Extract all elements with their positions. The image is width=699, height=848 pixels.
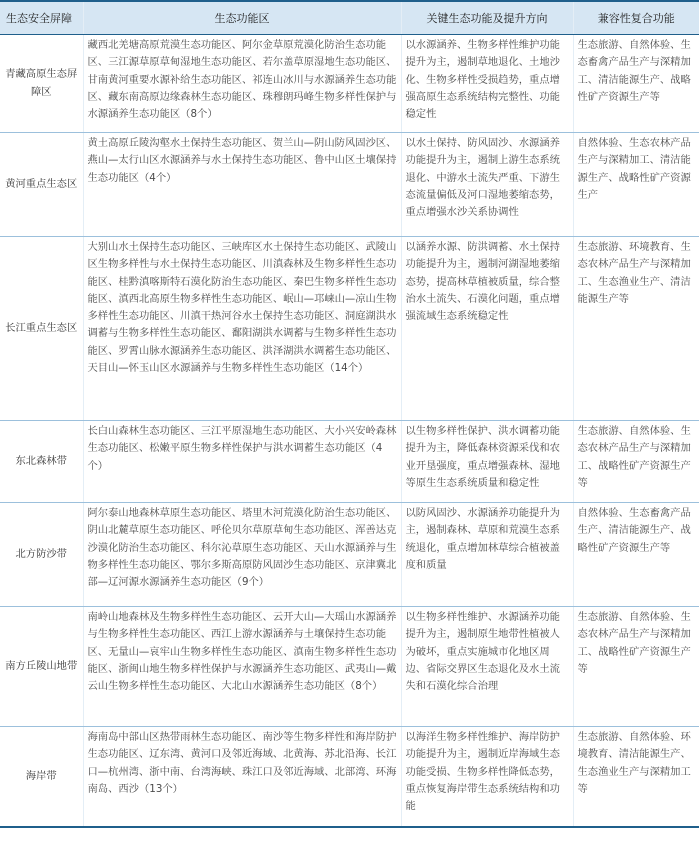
header-functions: 关键生态功能及提升方向: [401, 1, 573, 35]
functions-cell: 以生物多样性维护、水源涵养功能提升为主，遏制原生地带性植被人为破坏，重点实施城市化地区周边、省际交界区生态退化及水土流失和石漠化综合治理: [401, 607, 573, 727]
composite-cell: 自然体验、生态农林产品生产与深精加工、清洁能源生产、战略性矿产资源生产: [573, 133, 699, 237]
composite-cell: 生态旅游、自然体验、生态农林产品生产与深精加工、战略性矿产资源生产等: [573, 421, 699, 503]
composite-cell: 生态旅游、自然体验、环境教育、清洁能源生产、生态渔业生产与深精加工等: [573, 727, 699, 827]
barrier-name: 东北森林带: [0, 421, 83, 503]
barrier-name: 长江重点生态区: [0, 237, 83, 421]
zones-cell: 南岭山地森林及生物多样性生态功能区、云开大山—大瑶山水源涵养与生物多样性生态功能区、西江上游水源涵养与土壤保持生态功能区、无量山—哀牢山生物多样性生态功能区、滇南生物多样性生态功能区、浙闽山地生物多样性保护与水源涵养生态功能区、武夷山—戴云山生物多样性生态功能区、大北山水源涵养生态功能区（8个）: [83, 607, 401, 727]
table-body: [0, 35, 699, 827]
functions-cell: 以防风固沙、水源涵养功能提升为主，遏制森林、草原和荒漠生态系统退化，重点增加林草综合植被盖度和质量: [401, 503, 573, 607]
table-row: [0, 237, 699, 421]
header-barrier: 生态安全屏障: [0, 1, 83, 35]
composite-cell: 生态旅游、自然体验、生态农林产品生产与深精加工、战略性矿产资源生产等: [573, 607, 699, 727]
table-row: [0, 503, 699, 607]
header-zones: 生态功能区: [83, 1, 401, 35]
barrier-name: 青藏高原生态屏障区: [0, 35, 83, 133]
composite-cell: 生态旅游、自然体验、生态畜禽产品生产与深精加工、清洁能源生产、战略性矿产资源生产等: [573, 35, 699, 133]
zones-cell: 藏西北羌塘高原荒漠生态功能区、阿尔金草原荒漠化防治生态功能区、三江源草原草甸湿地生态功能区、若尔盖草原湿地生态功能区、甘南黄河重要水源补给生态功能区、祁连山冰川与水源涵养生态功能区、藏东南高原边缘森林生态功能区、珠穆朗玛峰生物多样性保护与水源涵养生态功能区（8个）: [83, 35, 401, 133]
zones-cell: 海南岛中部山区热带雨林生态功能区、南沙等生物多样性和海岸防护生态功能区、辽东湾、黄河口及邻近海域、北黄海、苏北沿海、长江口—杭州湾、浙中南、台湾海峡、珠江口及邻近海域、北部湾、环海南岛、西沙（13个）: [83, 727, 401, 827]
table-row: [0, 727, 699, 827]
zones-cell: 大别山水土保持生态功能区、三峡库区水土保持生态功能区、武陵山区生物多样性与水土保持生态功能区、川滇森林及生物多样性生态功能区、桂黔滇喀斯特石漠化防治生态功能区、秦巴生物多样性生态功能区、滇西北高原生物多样性生态功能区、岷山—邛崃山—凉山生物多样性生态功能区、川滇干热河谷水土保持生态功能区、洞庭湖洪水调蓄与生物多样性生态功能区、鄱阳湖洪水调蓄与生物多样性生态功能区、罗霄山脉水源涵养生态功能区、洪泽湖洪水调蓄生态功能区、天目山—怀玉山区水源涵养与生物多样性生态功能区（14个）: [83, 237, 401, 421]
barrier-name: 黄河重点生态区: [0, 133, 83, 237]
table-row: [0, 133, 699, 237]
composite-cell: 生态旅游、环境教育、生态农林产品生产与深精加工、生态渔业生产、清洁能源生产等: [573, 237, 699, 421]
functions-cell: 以生物多样性保护、洪水调蓄功能提升为主，降低森林资源采伐和农业开垦强度，重点增强森林、湿地等原生生态系统质量和稳定性: [401, 421, 573, 503]
barrier-name: 南方丘陵山地带: [0, 607, 83, 727]
table-row: [0, 35, 699, 133]
functions-cell: 以涵养水源、防洪调蓄、水土保持功能提升为主，遏制河湖湿地萎缩态势，提高林草植被质量，综合整治水土流失、石漠化问题，重点增强流域生态系统稳定性: [401, 237, 573, 421]
functions-cell: 以水土保持、防风固沙、水源涵养功能提升为主，遏制上游生态系统退化、中游水土流失严重、下游生态流量偏低及河口湿地萎缩态势，重点增强水沙关系协调性: [401, 133, 573, 237]
barrier-name: 北方防沙带: [0, 503, 83, 607]
zones-cell: 阿尔泰山地森林草原生态功能区、塔里木河荒漠化防治生态功能区、阴山北麓草原生态功能区、呼伦贝尔草原草甸生态功能区、浑善达克沙漠化防治生态功能区、科尔沁草原生态功能区、天山水源涵养与生物多样性生态功能区、鄂尔多斯高原防风固沙生态功能区、京津冀北部—辽河源水源涵养生态功能区（9个）: [83, 503, 401, 607]
composite-cell: 自然体验、生态畜禽产品生产、清洁能源生产、战略性矿产资源生产等: [573, 503, 699, 607]
zones-cell: 长白山森林生态功能区、三江平原湿地生态功能区、大小兴安岭森林生态功能区、松嫩平原生物多样性保护与洪水调蓄生态功能区（4个）: [83, 421, 401, 503]
table-header: [0, 1, 699, 35]
header-composite: 兼容性复合功能: [573, 1, 699, 35]
barrier-name: 海岸带: [0, 727, 83, 827]
table-row: [0, 421, 699, 503]
zones-cell: 黄土高原丘陵沟壑水土保持生态功能区、贺兰山—阴山防风固沙区、燕山—太行山区水源涵养与水土保持生态功能区、鲁中山区土壤保持生态功能区（4个）: [83, 133, 401, 237]
functions-cell: 以水源涵养、生物多样性维护功能提升为主，遏制草地退化、土地沙化、生物多样性受损趋势，重点增强高原生态系统结构完整性、功能稳定性: [401, 35, 573, 133]
functions-cell: 以海洋生物多样性维护、海岸防护功能提升为主，遏制近岸海域生态功能受损、生物多样性降低态势，重点恢复海岸带生态系统结构和功能: [401, 727, 573, 827]
header-row: [0, 1, 699, 35]
table-row: [0, 607, 699, 727]
